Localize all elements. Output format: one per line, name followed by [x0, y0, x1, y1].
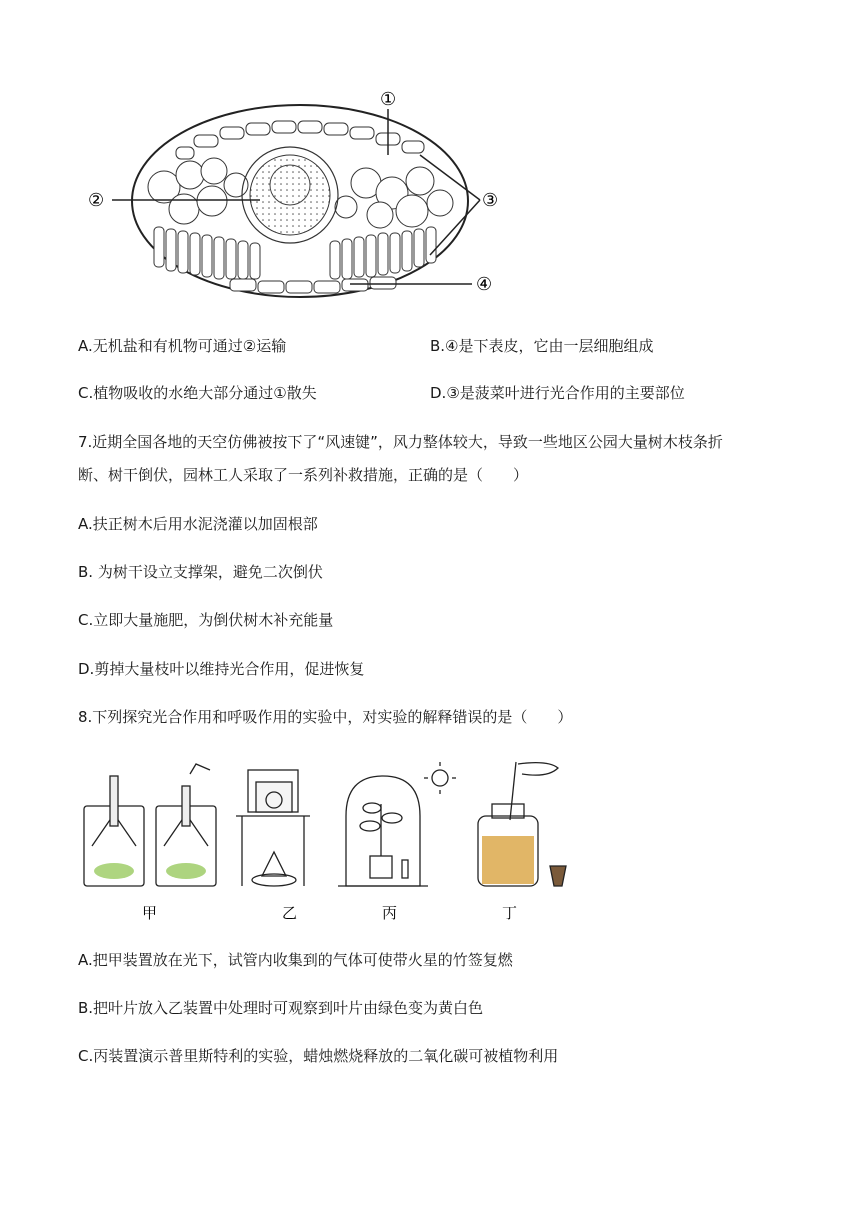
label-jia: 甲 [142, 904, 158, 922]
q7-option-b: B. 为树干设立支撑架，避免二次倒伏 [78, 563, 323, 581]
label-yi: 乙 [282, 904, 298, 922]
label-2: ② [88, 190, 105, 211]
label-3: ③ [482, 190, 499, 211]
q6-option-d: D.③是菠菜叶进行光合作用的主要部位 [430, 384, 685, 402]
leaf-cross-section-figure [80, 85, 520, 305]
label-bing: 丙 [382, 904, 398, 922]
q7-option-c: C.立即大量施肥，为倒伏树木补充能量 [78, 611, 334, 629]
q8-option-b: B.把叶片放入乙装置中处理时可观察到叶片由绿色变为黄白色 [78, 999, 484, 1017]
q8-stem: 8.下列探究光合作用和呼吸作用的实验中，对实验的解释错误的是（ ） [78, 708, 573, 726]
q7-stem-line-1: 7.近期全国各地的天空仿佛被按下了“风速键”，风力整体较大，导致一些地区公园大量树木枝条折 [78, 433, 723, 451]
q7-option-a: A.扶正树木后用水泥浇灌以加固根部 [78, 515, 318, 533]
q7-option-d: D.剪掉大量枝叶以维持光合作用，促进恢复 [78, 660, 365, 678]
q6-option-a: A.无机盐和有机物可通过②运输 [78, 337, 287, 355]
label-1: ① [380, 89, 397, 110]
label-ding: 丁 [502, 904, 518, 922]
q8-option-a: A.把甲装置放在光下，试管内收集到的气体可使带火星的竹签复燃 [78, 951, 513, 969]
q6-option-c: C.植物吸收的水绝大部分通过①散失 [78, 384, 317, 402]
experiment-apparatus-figure [78, 756, 578, 926]
q6-option-b: B.④是下表皮，它由一层细胞组成 [430, 337, 654, 355]
q7-stem-line-2: 断、树干倒伏，园林工人采取了一系列补救措施，正确的是（ ） [78, 466, 529, 484]
label-4: ④ [476, 274, 493, 295]
q8-option-c: C.丙装置演示普里斯特利的实验，蜡烛燃烧释放的二氧化碳可被植物利用 [78, 1047, 559, 1065]
